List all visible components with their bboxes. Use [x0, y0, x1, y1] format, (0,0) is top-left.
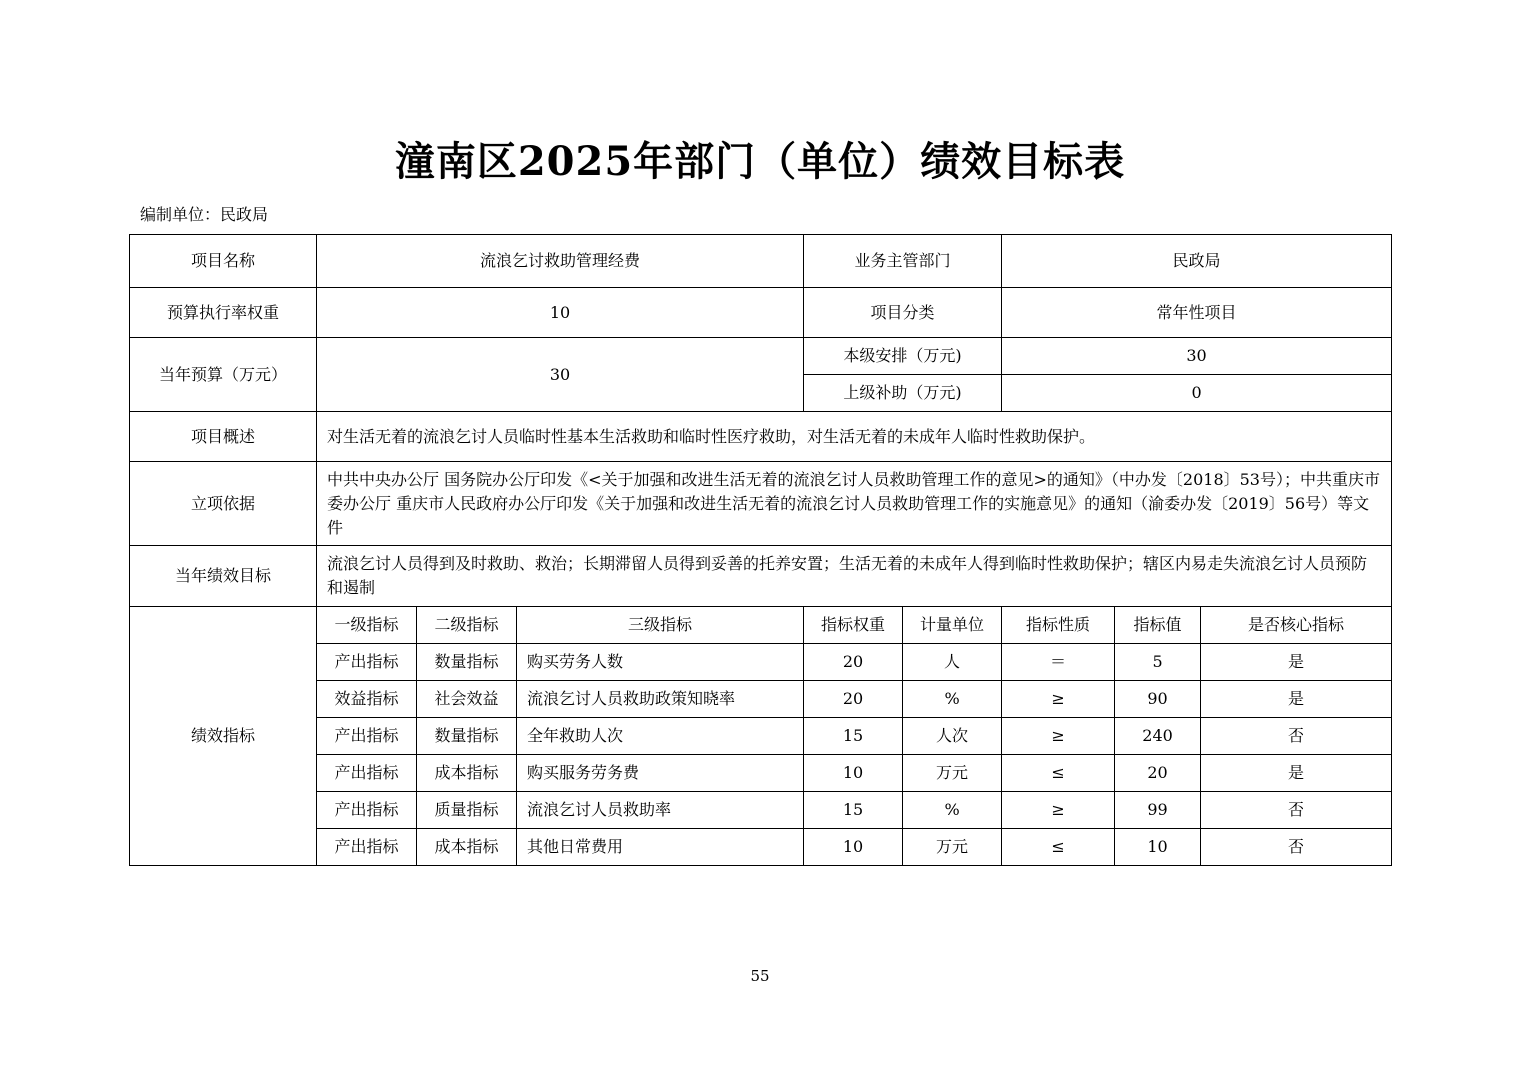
cell-unit: % — [903, 681, 1002, 718]
cell-value: 5 — [1115, 644, 1201, 681]
cell-unit: % — [903, 792, 1002, 829]
row-annual-budget — [130, 338, 1392, 375]
cell-level3: 流浪乞讨人员救助政策知晓率 — [517, 681, 804, 718]
label-superior-subsidy: 上级补助（万元) — [804, 375, 1002, 412]
cell-core: 否 — [1201, 718, 1392, 755]
cell-unit: 人次 — [903, 718, 1002, 755]
cell-unit: 万元 — [903, 829, 1002, 866]
value-local-allocation: 30 — [1002, 338, 1392, 375]
label-overview: 项目概述 — [130, 412, 317, 462]
cell-level2: 质量指标 — [417, 792, 517, 829]
cell-level1: 产出指标 — [317, 792, 417, 829]
value-project-name: 流浪乞讨救助管理经费 — [317, 235, 804, 288]
header-value: 指标值 — [1115, 607, 1201, 644]
value-overview: 对生活无着的流浪乞讨人员临时性基本生活救助和临时性医疗救助，对生活无着的未成年人临时性救助保护。 — [317, 412, 1392, 462]
header-unit: 计量单位 — [903, 607, 1002, 644]
cell-value: 20 — [1115, 755, 1201, 792]
header-level1: 一级指标 — [317, 607, 417, 644]
cell-core: 是 — [1201, 681, 1392, 718]
cell-core: 否 — [1201, 792, 1392, 829]
cell-value: 10 — [1115, 829, 1201, 866]
row-basis — [130, 462, 1392, 546]
row-project-name — [130, 235, 1392, 288]
cell-level1: 产出指标 — [317, 755, 417, 792]
label-budget-weight: 预算执行率权重 — [130, 288, 317, 338]
header-nature: 指标性质 — [1002, 607, 1115, 644]
cell-weight: 10 — [804, 829, 903, 866]
performance-target-table — [129, 234, 1392, 866]
cell-weight: 15 — [804, 718, 903, 755]
cell-value: 240 — [1115, 718, 1201, 755]
table-row — [130, 829, 1392, 866]
header-core: 是否核心指标 — [1201, 607, 1392, 644]
cell-level3: 全年救助人次 — [517, 718, 804, 755]
header-weight: 指标权重 — [804, 607, 903, 644]
label-department: 业务主管部门 — [804, 235, 1002, 288]
page-number: 55 — [750, 967, 770, 985]
header-level3: 三级指标 — [517, 607, 804, 644]
cell-weight: 15 — [804, 792, 903, 829]
compiling-unit: 编制单位：民政局 — [140, 205, 269, 224]
cell-nature: ≥ — [1002, 792, 1115, 829]
cell-nature: ≥ — [1002, 718, 1115, 755]
table-row — [130, 644, 1392, 681]
value-annual-budget: 30 — [317, 338, 804, 412]
cell-nature: ≥ — [1002, 681, 1115, 718]
cell-level1: 效益指标 — [317, 681, 417, 718]
cell-weight: 20 — [804, 681, 903, 718]
value-superior-subsidy: 0 — [1002, 375, 1392, 412]
cell-value: 90 — [1115, 681, 1201, 718]
cell-core: 是 — [1201, 644, 1392, 681]
cell-weight: 20 — [804, 644, 903, 681]
cell-core: 是 — [1201, 755, 1392, 792]
cell-level2: 数量指标 — [417, 718, 517, 755]
label-annual-budget: 当年预算（万元） — [130, 338, 317, 412]
cell-level3: 其他日常费用 — [517, 829, 804, 866]
cell-level2: 成本指标 — [417, 829, 517, 866]
cell-level2: 数量指标 — [417, 644, 517, 681]
label-local-allocation: 本级安排（万元) — [804, 338, 1002, 375]
table-row — [130, 718, 1392, 755]
cell-nature: ≤ — [1002, 755, 1115, 792]
cell-weight: 10 — [804, 755, 903, 792]
cell-level3: 购买服务劳务费 — [517, 755, 804, 792]
header-level2: 二级指标 — [417, 607, 517, 644]
table-row — [130, 681, 1392, 718]
cell-level1: 产出指标 — [317, 829, 417, 866]
row-annual-goal — [130, 546, 1392, 607]
cell-nature: ≤ — [1002, 829, 1115, 866]
cell-level2: 成本指标 — [417, 755, 517, 792]
cell-level1: 产出指标 — [317, 644, 417, 681]
value-project-category: 常年性项目 — [1002, 288, 1392, 338]
cell-nature: ＝ — [1002, 644, 1115, 681]
label-project-name: 项目名称 — [130, 235, 317, 288]
cell-value: 99 — [1115, 792, 1201, 829]
cell-level3: 购买劳务人数 — [517, 644, 804, 681]
indicator-header-row — [130, 607, 1392, 644]
row-overview — [130, 412, 1392, 462]
value-budget-weight: 10 — [317, 288, 804, 338]
value-annual-goal: 流浪乞讨人员得到及时救助、救治；长期滞留人员得到妥善的托养安置；生活无着的未成年人得到临时性救助保护；辖区内易走失流浪乞讨人员预防和遏制 — [317, 546, 1392, 607]
cell-level1: 产出指标 — [317, 718, 417, 755]
cell-unit: 人 — [903, 644, 1002, 681]
table-row — [130, 792, 1392, 829]
cell-level2: 社会效益 — [417, 681, 517, 718]
page-title: 潼南区2025年部门（单位）绩效目标表 — [394, 138, 1126, 185]
label-indicators: 绩效指标 — [130, 607, 317, 866]
label-annual-goal: 当年绩效目标 — [130, 546, 317, 607]
label-basis: 立项依据 — [130, 462, 317, 546]
cell-unit: 万元 — [903, 755, 1002, 792]
table-row — [130, 755, 1392, 792]
value-department: 民政局 — [1002, 235, 1392, 288]
cell-level3: 流浪乞讨人员救助率 — [517, 792, 804, 829]
label-project-category: 项目分类 — [804, 288, 1002, 338]
cell-core: 否 — [1201, 829, 1392, 866]
row-budget-weight — [130, 288, 1392, 338]
value-basis: 中共中央办公厅 国务院办公厅印发《<关于加强和改进生活无着的流浪乞讨人员救助管理工作的意见>的通知》（中办发〔2018〕53号）；中共重庆市委办公厅 重庆市人民政府办公厅印发《关于加强和改进生活无着的流浪乞讨人员救助管理工作的实施意见》的通知（渝委办发〔2019〕56号）等文件 — [317, 462, 1392, 546]
